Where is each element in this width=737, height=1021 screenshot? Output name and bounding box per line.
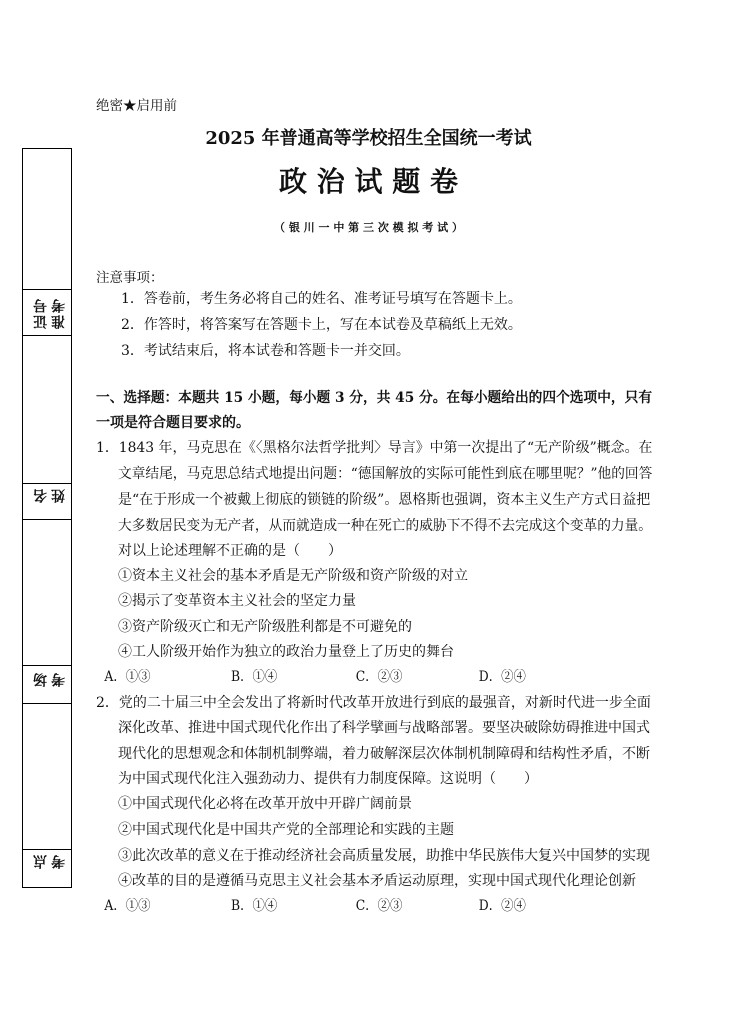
name-label bbox=[49, 487, 69, 503]
option-b[interactable]: B．①④ bbox=[230, 898, 278, 914]
question-2-statement: ③此次改革的意义在于推动经济社会高质量发展，助推中华民族伟大复兴中国梦的实现 bbox=[118, 848, 650, 864]
question-2-stem: 为中国式现代化注入强劲动力、提供有力制度保障。这说明（ ） bbox=[118, 771, 538, 787]
option-d[interactable]: D．②④ bbox=[478, 898, 526, 914]
sidebar-label-text: 姓 bbox=[51, 487, 67, 503]
exam-title: 2025 年普通高等学校招生全国统一考试 bbox=[205, 128, 532, 149]
sidebar-divider bbox=[23, 483, 71, 484]
sidebar-divider bbox=[23, 289, 71, 290]
name-label bbox=[31, 487, 51, 503]
option-d[interactable]: D．②④ bbox=[478, 669, 526, 685]
question-2-statement: ④改革的目的是遵循马克思主义社会基本矛盾运动原理，实现中国式现代化理论创新 bbox=[118, 873, 636, 889]
question-2-options bbox=[0, 894, 652, 919]
admission-number-label bbox=[49, 297, 69, 329]
question-2-line: 2．党的二十届三中全会发出了将新时代改革开放进行到底的最强音，对新时代进一步全面 bbox=[96, 695, 651, 711]
question-1-line: 1．1843 年，马克思在《〈黑格尔法哲学批判〉导言》中第一次提出了“无产阶级”概念。在 bbox=[96, 440, 653, 456]
section-instructions: 一、选择题：本题共 15 小题，每小题 3 分，共 45 分。在每小题给出的四个选项中，只有 bbox=[96, 390, 653, 406]
option-c[interactable]: C．②③ bbox=[355, 669, 403, 685]
question-1-line: 是“在于形成一个被戴上彻底的锁链的阶级”。恩格斯也强调，资本主义生产方式日益把 bbox=[118, 492, 651, 508]
sidebar-label-text: 准考 bbox=[51, 297, 67, 329]
sidebar-divider bbox=[23, 335, 71, 336]
sidebar-label-text: 名 bbox=[33, 487, 49, 503]
exam-site-label bbox=[31, 853, 51, 869]
sidebar-label-text: 场 bbox=[33, 671, 49, 687]
question-2-statement: ②中国式现代化是中国共产党的全部理论和实践的主题 bbox=[118, 822, 454, 838]
notice-item: 1．答卷前，考生务必将自己的姓名、准考证号填写在答题卡上。 bbox=[121, 291, 522, 307]
option-a[interactable]: A．①③ bbox=[104, 898, 151, 914]
question-1-options bbox=[0, 665, 652, 690]
question-2-line: 深化改革、推进中国式现代化作出了科学擘画与战略部署。要坚决破除妨碍推进中国式 bbox=[118, 720, 650, 736]
section-instructions: 一项是符合题目要求的。 bbox=[96, 415, 250, 431]
question-2-statement: ①中国式现代化必将在改革开放中开辟广阔前景 bbox=[118, 796, 412, 812]
sidebar-label-text: 考 bbox=[51, 853, 67, 869]
question-1-line: 文章结尾，马克思总结式地提出问题：“德国解放的实际可能性到底在哪里呢？”他的回答 bbox=[118, 466, 653, 482]
sidebar-label-text: 点 bbox=[33, 853, 49, 869]
question-1-line: 大多数居民变为无产者，从而就造成一种在死亡的威胁下不得不去完成这个变革的力量。 bbox=[118, 518, 652, 534]
question-1-statement: ①资本主义社会的基本矛盾是无产阶级和资产阶级的对立 bbox=[118, 568, 468, 584]
sidebar-divider bbox=[23, 519, 71, 520]
notice-item: 2．作答时，将答案写在答题卡上，写在本试卷及草稿纸上无效。 bbox=[121, 317, 522, 333]
question-1-statement: ④工人阶级开始作为独立的政治力量登上了历史的舞台 bbox=[118, 644, 454, 660]
exam-subtitle: （ 银 川 一 中 第 三 次 模 拟 考 试 ） bbox=[274, 221, 463, 234]
option-c[interactable]: C．②③ bbox=[355, 898, 403, 914]
sidebar-divider bbox=[23, 703, 71, 704]
question-2-line: 现代化的思想观念和体制机制弊端，着力破解深层次体制机制障碍和结构性矛盾，不断 bbox=[118, 746, 650, 762]
subject-title: 政 治 试 题 卷 bbox=[279, 165, 458, 198]
sidebar-label-text: 证号 bbox=[33, 297, 49, 329]
secret-mark: 绝密★启用前 bbox=[96, 98, 177, 114]
exam-site-label bbox=[49, 853, 69, 869]
sidebar-divider bbox=[23, 849, 71, 850]
sidebar-label-text: 考 bbox=[51, 671, 67, 687]
question-1-statement: ③资产阶级灭亡和无产阶级胜利都是不可避免的 bbox=[118, 619, 412, 635]
admission-number-label bbox=[31, 297, 51, 329]
option-a[interactable]: A．①③ bbox=[104, 669, 151, 685]
candidate-info-sidebar bbox=[22, 148, 72, 888]
option-b[interactable]: B．①④ bbox=[230, 669, 278, 685]
notice-heading: 注意事项： bbox=[96, 270, 164, 286]
question-1-stem: 对以上论述理解不正确的是（ ） bbox=[118, 543, 342, 559]
question-1-statement: ②揭示了变革资本主义社会的坚定力量 bbox=[118, 593, 356, 609]
notice-item: 3．考试结束后，将本试卷和答题卡一并交回。 bbox=[121, 343, 410, 359]
